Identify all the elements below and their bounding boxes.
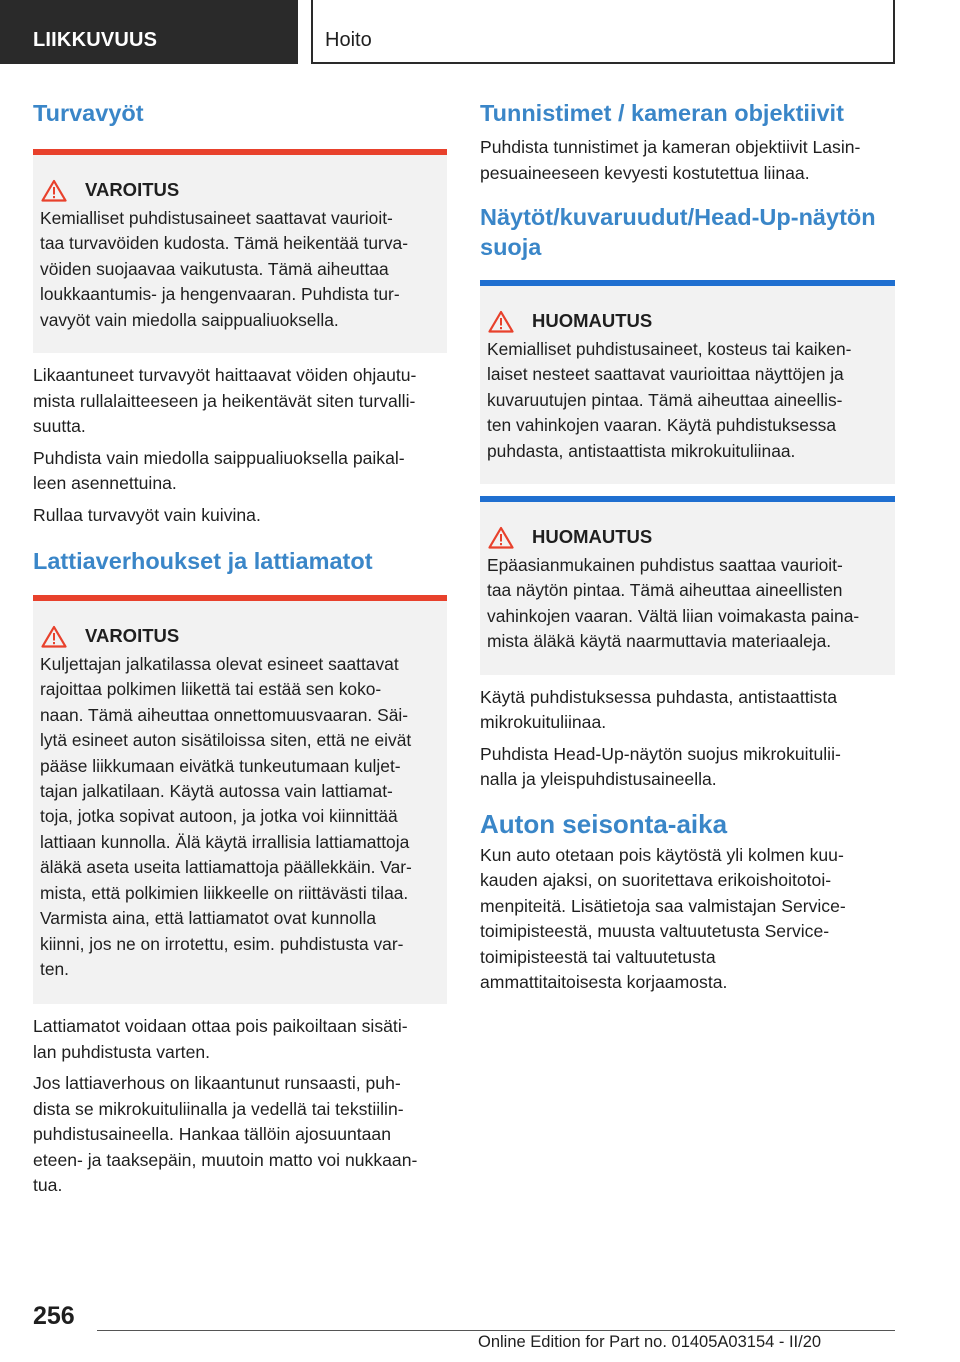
notice-text: Kemialliset puhdistusaineet, kosteus tai kaiken- laiset nesteet saattavat vaurioittaa näyttöjen ja kuvaruutujen pintaa. Tämä aiheuttaa aineellis- ten vahinkojen vaaran. Käytä puhdistuksessa puhdasta, antistaattista mikrokuituliinaa. — [487, 339, 852, 461]
footer-divider — [97, 1330, 895, 1331]
warning-title: VAROITUS — [40, 624, 440, 648]
notice-title: HUOMAUTUS — [487, 309, 888, 333]
right-column — [480, 98, 895, 996]
paragraph-floor-mats-2: Jos lattiaverhous on likaantunut runsaasti, puh- dista se mikrokuituliinalla ja vedellä tai tekstiilin- puhdistusaineella. Hankaa tällöin ajosuuntaan eteen- ja taaksepäin, muutoin matto voi nukkaan- tua. — [33, 1073, 418, 1196]
warning-text: Kemialliset puhdistusaineet saattavat vaurioit- taa turvavöiden kudosta. Tämä heikentää turva- vöiden suojaavaa vaikutusta. Tämä aiheuttaa loukkaantumis- ja hengenvaaran. Puhdista tur- vavyöt vain miedolla saippualiuoksella. — [40, 208, 408, 330]
notice-box-cleaning — [480, 496, 895, 675]
heading-floor-mats: Lattiaverhoukset ja lattiamatot — [33, 548, 373, 575]
heading-storage: Auton seisonta-aika — [480, 808, 728, 839]
warning-triangle-icon — [41, 625, 67, 648]
warning-text: Kuljettajan jalkatilassa olevat esineet saattavat rajoittaa polkimen liikettä tai estää sen koko- naan. Tämä aiheuttaa onnettomuusvaaran. Säi- lytä esineet auton sisätiloissa siten, että ne eivät pääse liikkumaan eivätkä tunkeutumaan kuljet- tajan jalkatilaan. Käytä autossa vain lattiamat- toja, jotka sopivat autoon, ja jotka voi kiinnittää lattiaan kunnolla. Älä käytä irrallisia lattiamattoja äläkä aseta useita lattiamattoja päällekkäin. Var- mista, että polkimien liikkeelle on riittävästi tilaa. Varmista aina, että lattiamatot ovat kunnolla kiinni, jos ne on irrotettu, esim. puhdistusta var- ten. — [40, 654, 412, 979]
heading-seatbelts: Turvavyöt — [33, 100, 144, 126]
paragraph-sensors: Puhdista tunnistimet ja kameran objektiivit Lasin- pesuaineeseen kevyesti kostutettua liinaa. — [480, 137, 861, 183]
heading-displays: Näytöt/kuvaruudut/Head-Up-näytön suoja — [480, 204, 876, 260]
left-column — [33, 98, 447, 1199]
paragraph-storage: Kun auto otetaan pois käytöstä yli kolmen kuu- kauden ajaksi, on suoritettava erikoishoitotoi- menpiteitä. Lisätietoja saa valmistajan Service- toimipisteestä, muusta valtuutetusta Service- toimipisteestä tai valtuutetusta ammattitaitoisesta korjaamosta. — [480, 844, 846, 993]
warning-triangle-icon — [488, 526, 514, 549]
page-number: 256 — [33, 1302, 75, 1330]
notice-box-displays — [480, 280, 895, 484]
warning-title: VAROITUS — [40, 178, 440, 202]
paragraph-displays-2: Puhdista Head-Up-näytön suojus mikrokuitulii- nalla ja yleispuhdistusaineella. — [480, 743, 841, 790]
warning-box-floor-mats — [33, 595, 447, 1004]
paragraph-floor-mats-1: Lattiamatot voidaan ottaa pois paikoiltaan sisäti- lan puhdistusta varten. — [33, 1016, 408, 1062]
warning-box-seatbelts — [33, 149, 447, 353]
heading-sensors: Tunnistimet / kameran objektiivit — [480, 100, 844, 126]
paragraph-seatbelts-2: Puhdista vain miedolla saippualiuoksella paikal- leen asennettuina. — [33, 447, 405, 494]
warning-triangle-icon — [488, 310, 514, 333]
notice-text: Epäasianmukainen puhdistus saattaa vaurioit- taa näytön pintaa. Tämä aiheuttaa aineellisten vahinkojen vaaran. Vältä liian voimakasta paina- mista äläkä käytä naarmuttavia materiaaleja. — [487, 555, 860, 652]
section-title: LIIKKUVUUS — [33, 29, 158, 51]
paragraph-displays-1: Käytä puhdistuksessa puhdasta, antistaattista mikrokuituliinaa. — [480, 686, 837, 733]
section-tab — [0, 0, 298, 64]
subsection-title: Hoito — [325, 29, 372, 51]
edition-note: Online Edition for Part no. 01405A03154 - II/20 — [478, 1333, 822, 1351]
paragraph-seatbelts-1: Likaantuneet turvavyöt haittaavat vöiden ohjautu- mista rullalaitteeseen ja heikentävät siten turvalli- suutta. — [33, 365, 417, 437]
notice-title: HUOMAUTUS — [487, 525, 888, 549]
warning-triangle-icon — [41, 179, 67, 202]
subsection-tab — [311, 0, 895, 64]
paragraph-seatbelts-3: Rullaa turvavyöt vain kuivina. — [33, 504, 261, 525]
